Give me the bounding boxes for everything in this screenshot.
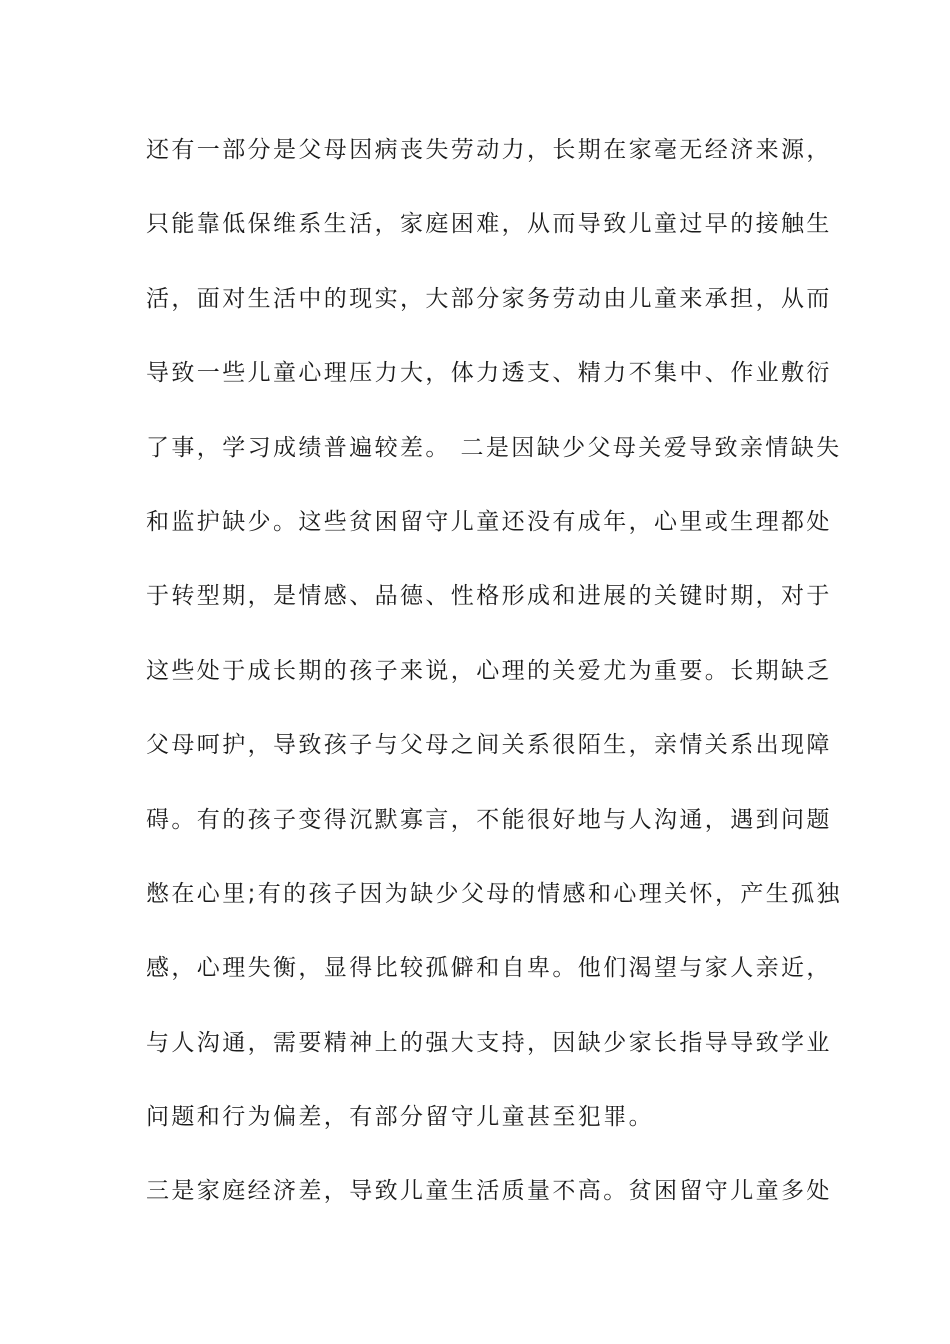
text-line-4: 导致一些儿童心理压力大，体力透支、精力不集中、作业敷衍 <box>146 360 832 387</box>
text-line-7: 于转型期，是情感、品德、性格形成和进展的关键时期，对于 <box>146 583 832 610</box>
text-line-13: 与人沟通，需要精神上的强大支持，因缺少家长指导导致学业 <box>146 1029 832 1056</box>
text-line-6: 和监护缺少。这些贫困留守儿童还没有成年，心里或生理都处 <box>146 508 832 535</box>
text-line-3: 活，面对生活中的现实，大部分家务劳动由儿童来承担，从而 <box>146 285 832 312</box>
text-line-5: 了事，学习成绩普遍较差。 二是因缺少父母关爱导致亲情缺失 <box>146 434 842 461</box>
text-line-8: 这些处于成长期的孩子来说，心理的关爱尤为重要。长期缺乏 <box>146 657 832 684</box>
text-line-15: 三是家庭经济差，导致儿童生活质量不高。贫困留守儿童多处 <box>146 1178 832 1205</box>
text-line-9: 父母呵护，导致孩子与父母之间关系很陌生，亲情关系出现障 <box>146 732 832 759</box>
text-line-2: 只能靠低保维系生活，家庭困难，从而导致儿童过早的接触生 <box>146 211 832 238</box>
body-text <box>146 126 842 1242</box>
text-line-11: 憋在心里;有的孩子因为缺少父母的情感和心理关怀，产生孤独 <box>146 880 842 907</box>
text-line-12: 感，心理失衡，显得比较孤僻和自卑。他们渴望与家人亲近， <box>146 955 832 982</box>
text-line-1: 还有一部分是父母因病丧失劳动力，长期在家毫无经济来源， <box>146 137 832 163</box>
text-line-14: 问题和行为偏差，有部分留守儿童甚至犯罪。 <box>146 1104 654 1131</box>
text-line-10: 碍。有的孩子变得沉默寡言，不能很好地与人沟通，遇到问题 <box>146 806 832 833</box>
